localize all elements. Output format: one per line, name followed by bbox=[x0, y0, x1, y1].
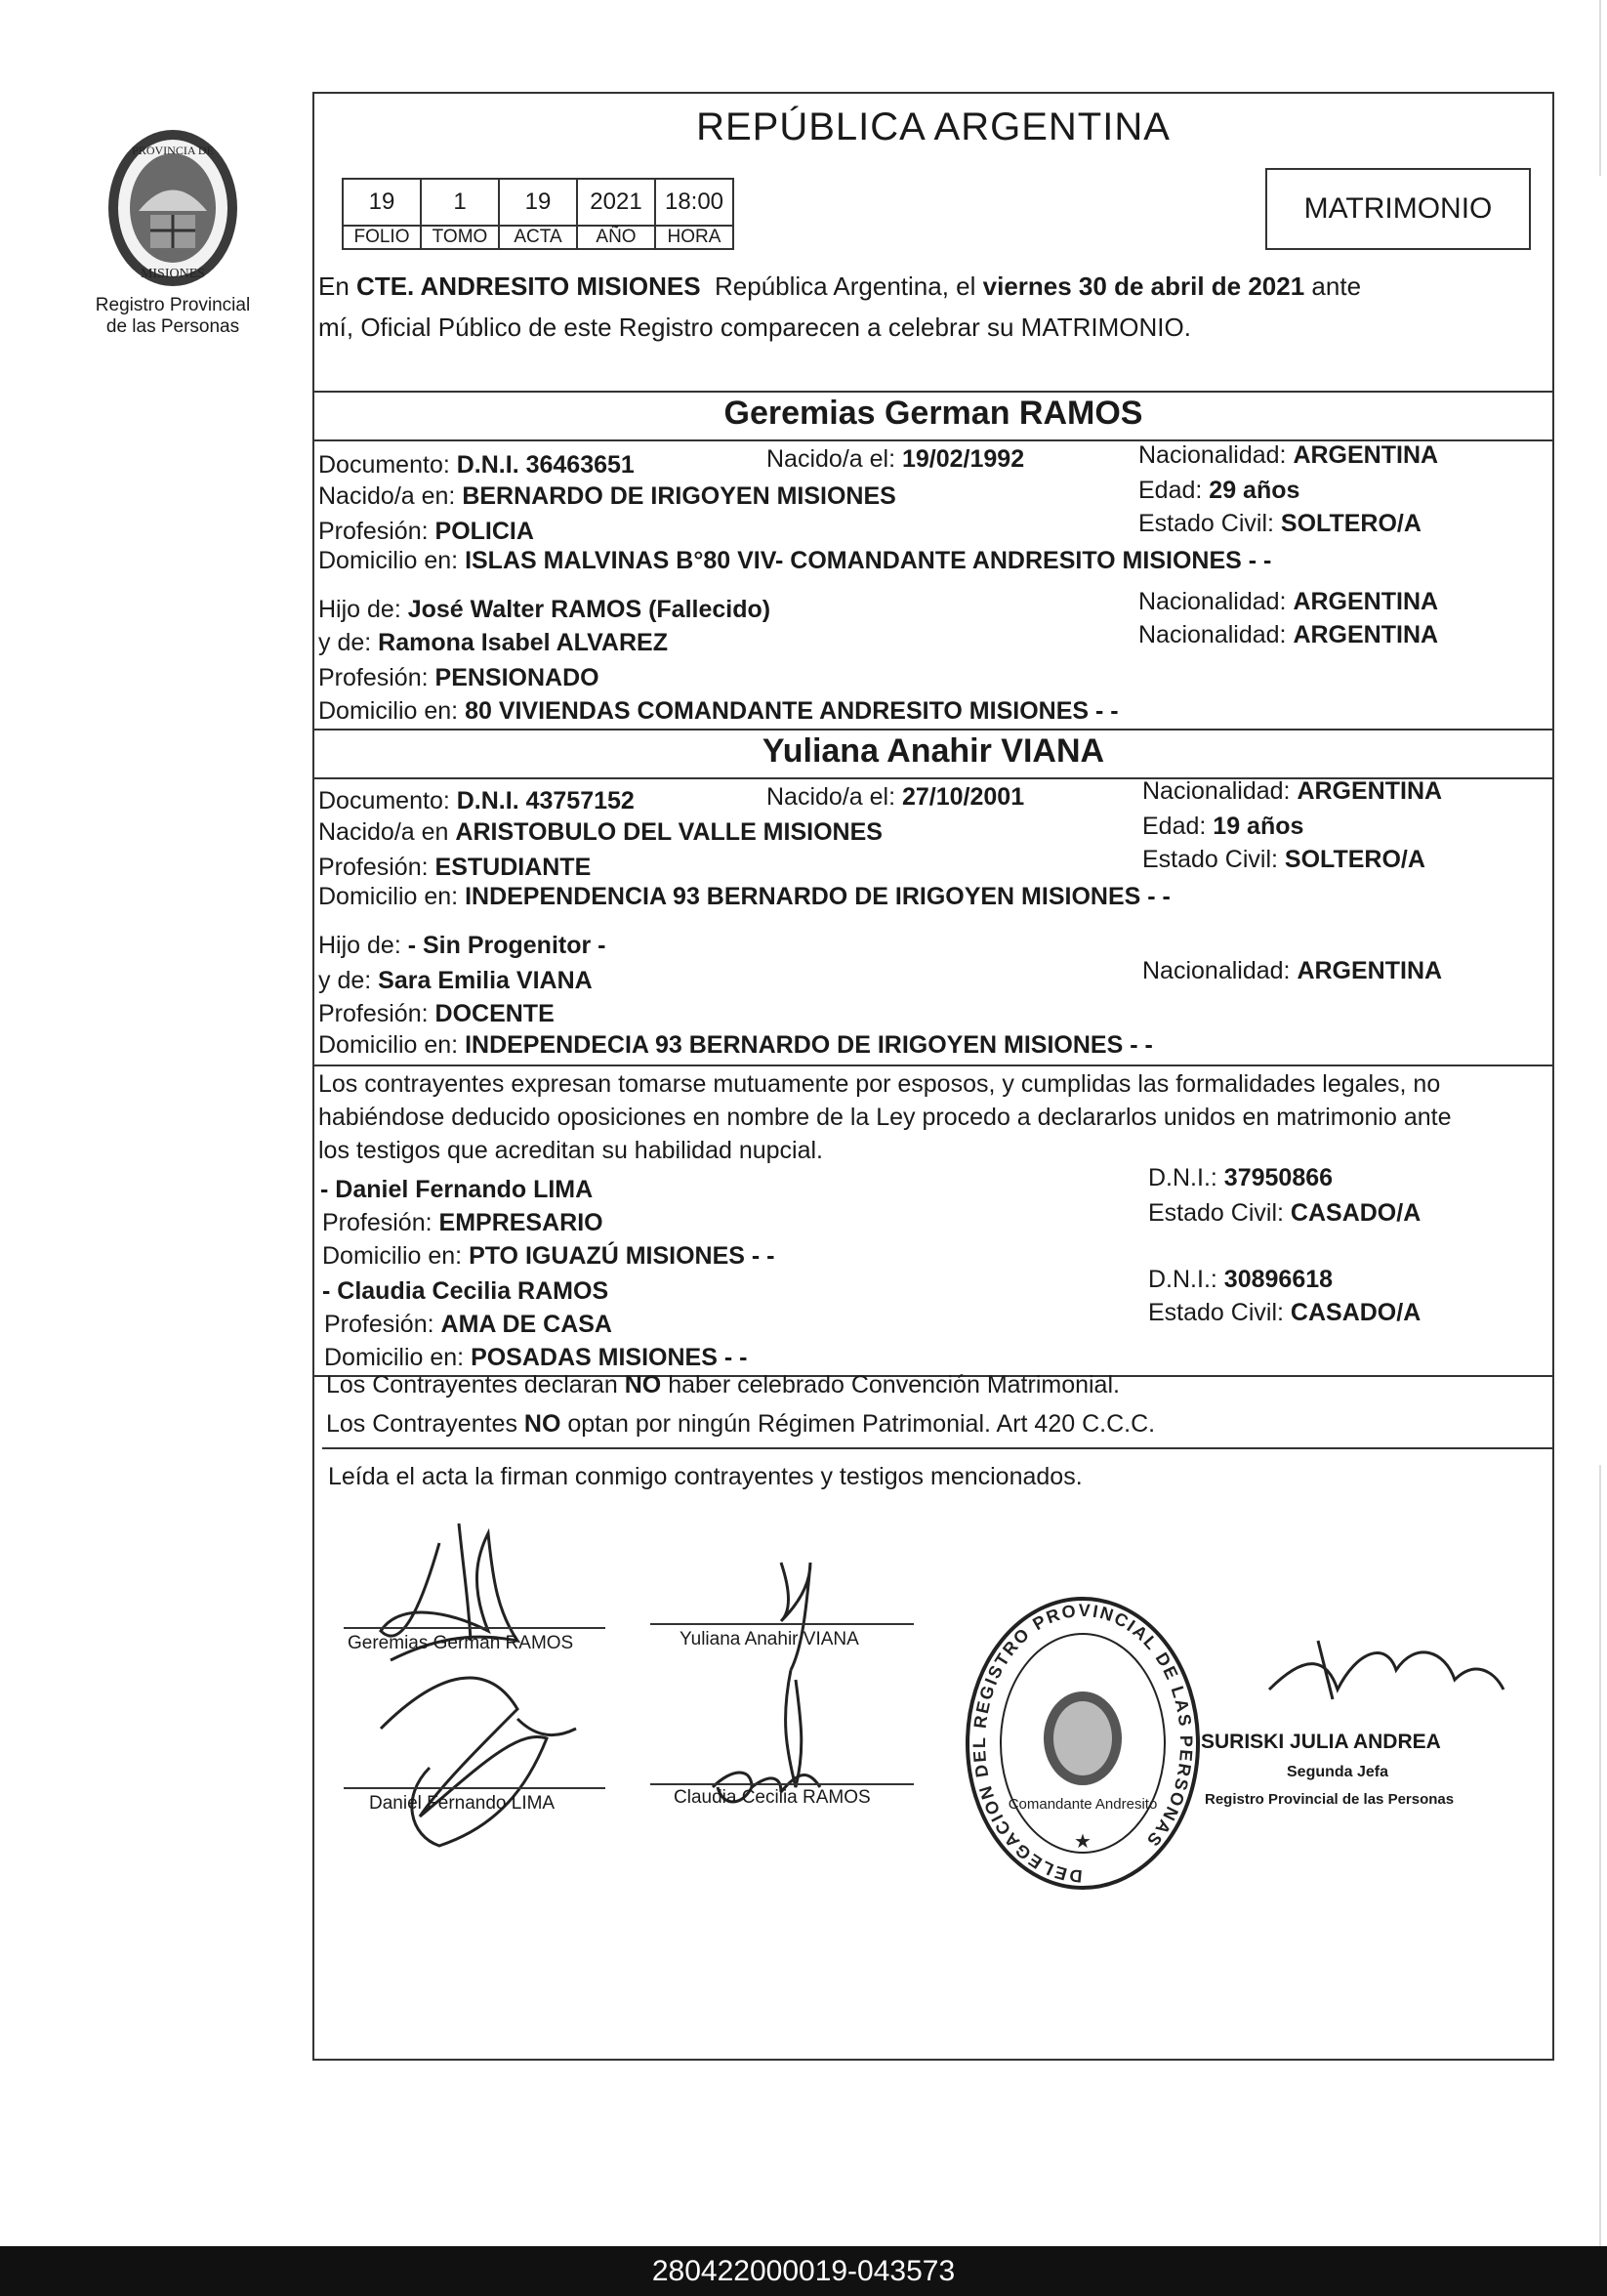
spouse1-father: Hijo de: José Walter RAMOS (Fallecido) bbox=[318, 596, 771, 623]
document-type-box: MATRIMONIO bbox=[1265, 168, 1531, 250]
declaration-line: habiéndose deducido oposiciones en nombre de la Ley procedo a declararlos unidos en matrimonio ante bbox=[318, 1104, 1452, 1131]
convention-line2: Los Contrayentes NO optan por ningún Régimen Patrimonial. Art 420 C.C.C. bbox=[326, 1410, 1156, 1438]
witness1-profession: Profesión: EMPRESARIO bbox=[322, 1209, 603, 1236]
spouse2-mother-nationality: Nacionalidad: ARGENTINA bbox=[1142, 957, 1443, 984]
emblem-caption-line2: de las Personas bbox=[105, 316, 240, 337]
witness1-name: - Daniel Fernando LIMA bbox=[320, 1176, 594, 1203]
spouse1-civil-status: Estado Civil: SOLTERO/A bbox=[1138, 510, 1422, 537]
registry-seal-icon bbox=[961, 1592, 1205, 1895]
emblem-icon bbox=[100, 125, 246, 291]
divider bbox=[312, 1065, 1554, 1066]
register-folio: 19 bbox=[343, 179, 421, 226]
witness2-civil-status: Estado Civil: CASADO/A bbox=[1148, 1299, 1422, 1326]
spouse2-born-on: Nacido/a el: 27/10/2001 bbox=[766, 783, 1025, 811]
intro-paragraph bbox=[318, 266, 1552, 348]
spouse2-parent-address: Domicilio en: INDEPENDECIA 93 BERNARDO DE IRIGOYEN MISIONES - - bbox=[318, 1031, 1153, 1059]
register-hora: 18:00 bbox=[655, 179, 733, 226]
emblem-caption-line1: Registro Provincial bbox=[95, 295, 251, 315]
register-acta: 19 bbox=[499, 179, 577, 226]
intro-mid: República Argentina, el bbox=[715, 271, 976, 301]
signature-line bbox=[650, 1783, 914, 1785]
intro-prefix: En bbox=[318, 271, 350, 301]
seal-inner-text: Comandante Andresito bbox=[1008, 1796, 1158, 1813]
divider bbox=[322, 1447, 1554, 1449]
spouse2-born-in: Nacido/a en ARISTOBULO DEL VALLE MISIONES bbox=[318, 818, 883, 846]
register-label: FOLIO bbox=[343, 226, 421, 249]
spouse1-document: Documento: D.N.I. 36463651 bbox=[318, 451, 635, 479]
spouse2-profession: Profesión: ESTUDIANTE bbox=[318, 854, 592, 881]
page-title: REPÚBLICA ARGENTINA bbox=[696, 105, 1171, 148]
spouse2-address: Domicilio en: INDEPENDENCIA 93 BERNARDO DE IRIGOYEN MISIONES - - bbox=[318, 883, 1171, 910]
intro-suffix: ante bbox=[1311, 271, 1362, 301]
spouse2-mother: y de: Sara Emilia VIANA bbox=[318, 967, 593, 994]
signature-line bbox=[344, 1627, 605, 1629]
emblem-caption bbox=[70, 295, 275, 338]
spouse2-parent-profession: Profesión: DOCENTE bbox=[318, 1000, 555, 1027]
spouse1-father-nationality: Nacionalidad: ARGENTINA bbox=[1138, 588, 1439, 615]
spouse1-born-in: Nacido/a en: BERNARDO DE IRIGOYEN MISIONES bbox=[318, 482, 896, 510]
intro-date: viernes 30 de abril de 2021 bbox=[982, 271, 1305, 301]
spouse1-name: Geremias German RAMOS bbox=[723, 395, 1143, 432]
emblem-lettering-top: PROVINCIA DE bbox=[132, 144, 214, 157]
read-statement: Leída el acta la firman conmigo contrayentes y testigos mencionados. bbox=[328, 1463, 1083, 1490]
spouse2-father: Hijo de: - Sin Progenitor - bbox=[318, 932, 606, 959]
witness2-name: - Claudia Cecilia RAMOS bbox=[322, 1277, 609, 1305]
intro-place: CTE. ANDRESITO MISIONES bbox=[356, 271, 701, 301]
spouse2-nationality: Nacionalidad: ARGENTINA bbox=[1142, 777, 1443, 805]
intro-line2: mí, Oficial Público de este Registro comparecen a celebrar su MATRIMONIO. bbox=[318, 313, 1191, 342]
signature-witness2: Claudia Cecilia RAMOS bbox=[674, 1787, 871, 1808]
spouse2-document: Documento: D.N.I. 43757152 bbox=[318, 787, 635, 814]
signature-line bbox=[650, 1623, 914, 1625]
emblem-lettering-bottom: MISIONES bbox=[140, 267, 206, 281]
spouse2-age: Edad: 19 años bbox=[1142, 813, 1304, 840]
witness2-dni: D.N.I.: 30896618 bbox=[1148, 1266, 1334, 1293]
witness2-address: Domicilio en: POSADAS MISIONES - - bbox=[324, 1344, 748, 1371]
official-name: SURISKI JULIA ANDREA bbox=[1201, 1731, 1441, 1753]
register-label: TOMO bbox=[421, 226, 499, 249]
register-tomo: 1 bbox=[421, 179, 499, 226]
register-anio: 2021 bbox=[577, 179, 655, 226]
svg-text:★: ★ bbox=[1074, 1831, 1092, 1853]
declaration-line: Los contrayentes expresan tomarse mutuamente por esposos, y cumplidas las formalidades legales, no bbox=[318, 1070, 1441, 1098]
spouse1-profession: Profesión: POLICIA bbox=[318, 518, 534, 545]
signature-witness1: Daniel Fernando LIMA bbox=[369, 1793, 556, 1814]
provincial-emblem bbox=[70, 125, 275, 338]
divider bbox=[312, 391, 1554, 393]
scan-edge bbox=[1599, 1465, 1601, 2246]
witness2-profession: Profesión: AMA DE CASA bbox=[324, 1311, 612, 1338]
spouse1-parent-address: Domicilio en: 80 VIVIENDAS COMANDANTE ANDRESITO MISIONES - - bbox=[318, 697, 1119, 725]
spouse1-mother: y de: Ramona Isabel ALVAREZ bbox=[318, 629, 668, 656]
witness1-address: Domicilio en: PTO IGUAZÚ MISIONES - - bbox=[322, 1242, 775, 1270]
spouse1-nationality: Nacionalidad: ARGENTINA bbox=[1138, 441, 1439, 469]
spouse2-civil-status: Estado Civil: SOLTERO/A bbox=[1142, 846, 1425, 873]
spouse1-mother-nationality: Nacionalidad: ARGENTINA bbox=[1138, 621, 1439, 648]
scan-edge bbox=[1599, 0, 1601, 176]
witness1-civil-status: Estado Civil: CASADO/A bbox=[1148, 1199, 1422, 1227]
divider bbox=[312, 729, 1554, 731]
spouse1-born-on: Nacido/a el: 19/02/1992 bbox=[766, 445, 1025, 473]
official-role: Segunda Jefa bbox=[1287, 1764, 1389, 1780]
register-label: AÑO bbox=[577, 226, 655, 249]
spouse2-name: Yuliana Anahir VIANA bbox=[762, 732, 1105, 770]
register-label: HORA bbox=[655, 226, 733, 249]
spouse1-address: Domicilio en: ISLAS MALVINAS B°80 VIV- COMANDANTE ANDRESITO MISIONES - - bbox=[318, 547, 1272, 574]
signature-spouse1: Geremias German RAMOS bbox=[348, 1633, 574, 1653]
spouse1-age: Edad: 29 años bbox=[1138, 477, 1300, 504]
declaration-line: los testigos que acreditan su habilidad nupcial. bbox=[318, 1137, 824, 1164]
official-office: Registro Provincial de las Personas bbox=[1205, 1791, 1455, 1808]
register-label: ACTA bbox=[499, 226, 577, 249]
spouse1-parent-profession: Profesión: PENSIONADO bbox=[318, 664, 599, 691]
signature-spouse2: Yuliana Anahir VIANA bbox=[680, 1629, 859, 1649]
signature-line bbox=[344, 1787, 605, 1789]
convention-line1: Los Contrayentes declaran NO haber celebrado Convención Matrimonial. bbox=[326, 1371, 1120, 1398]
register-table bbox=[342, 178, 734, 250]
document-code: 280422000019-043573 bbox=[0, 2246, 1607, 2296]
seal-ring-text: DELEGACION DEL REGISTRO PROVINCIAL DE LAS PERSONAS bbox=[969, 1600, 1197, 1887]
witness1-dni: D.N.I.: 37950866 bbox=[1148, 1164, 1334, 1191]
